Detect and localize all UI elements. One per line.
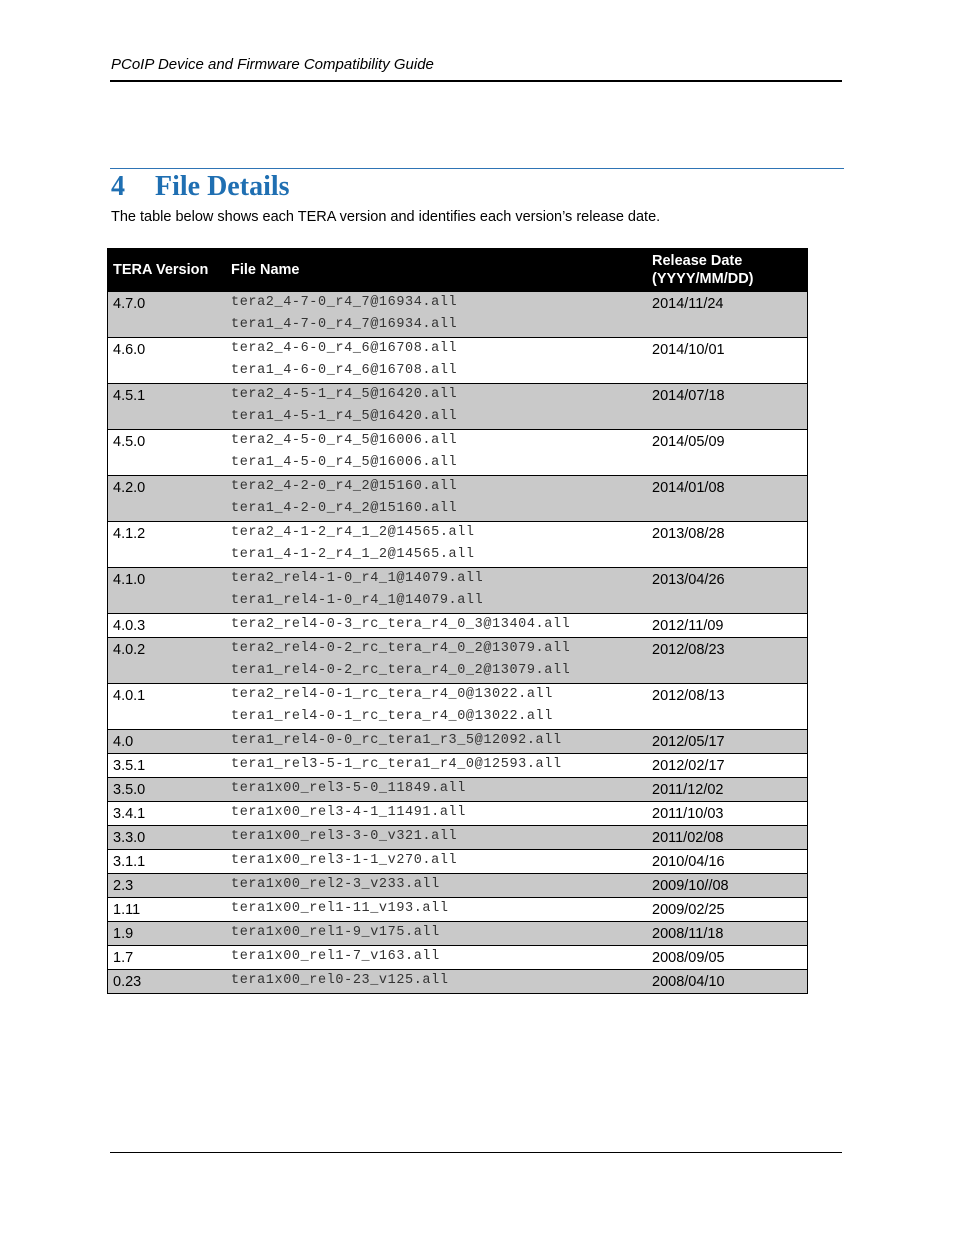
table-row <box>108 292 808 338</box>
cell-file-name <box>226 898 647 922</box>
running-header: PCoIP Device and Firmware Compatibility Guide <box>111 56 434 73</box>
cell-version: 4.0.1 <box>108 684 227 730</box>
table-row <box>108 850 808 874</box>
cell-version: 4.0.2 <box>108 638 227 684</box>
cell-version: 4.0 <box>108 730 227 754</box>
table-row <box>108 730 808 754</box>
column-header-release-date: Release Date (YYYY/MM/DD) <box>647 249 808 292</box>
cell-release-date: 2012/08/23 <box>647 638 808 684</box>
table-row <box>108 946 808 970</box>
table-row <box>108 476 808 522</box>
cell-release-date: 2008/09/05 <box>647 946 808 970</box>
table-row <box>108 522 808 568</box>
file-name: tera2_4-5-0_r4_5@16006.all <box>231 433 458 448</box>
file-name: tera1x00_rel3-4-1_11491.all <box>231 805 466 820</box>
cell-version: 3.4.1 <box>108 802 227 826</box>
file-name: tera1x00_rel2-3_v233.all <box>231 877 440 892</box>
cell-release-date: 2014/05/09 <box>647 430 808 476</box>
cell-version: 4.1.2 <box>108 522 227 568</box>
cell-file-name <box>226 384 647 430</box>
cell-file-name <box>226 476 647 522</box>
cell-version: 4.5.1 <box>108 384 227 430</box>
file-name: tera1x00_rel1-9_v175.all <box>231 925 440 940</box>
file-name: tera1_4-7-0_r4_7@16934.all <box>231 317 458 332</box>
file-name: tera1_4-5-0_r4_5@16006.all <box>231 455 458 470</box>
file-name: tera1_4-5-1_r4_5@16420.all <box>231 409 458 424</box>
cell-file-name <box>226 874 647 898</box>
cell-file-name <box>226 922 647 946</box>
cell-release-date: 2013/08/28 <box>647 522 808 568</box>
file-name: tera1x00_rel3-3-0_v321.all <box>231 829 458 844</box>
file-name: tera2_4-2-0_r4_2@15160.all <box>231 479 458 494</box>
cell-release-date: 2011/10/03 <box>647 802 808 826</box>
table-row <box>108 684 808 730</box>
table-row <box>108 384 808 430</box>
cell-file-name <box>226 754 647 778</box>
cell-version: 4.2.0 <box>108 476 227 522</box>
file-name: tera1_rel4-0-1_rc_tera_r4_0@13022.all <box>231 709 553 724</box>
column-header-file-name: File Name <box>226 249 647 292</box>
table-row <box>108 802 808 826</box>
cell-version: 3.1.1 <box>108 850 227 874</box>
cell-file-name <box>226 802 647 826</box>
file-name: tera1_4-6-0_r4_6@16708.all <box>231 363 458 378</box>
cell-version: 4.0.3 <box>108 614 227 638</box>
cell-version: 4.5.0 <box>108 430 227 476</box>
cell-file-name <box>226 778 647 802</box>
file-name: tera2_rel4-0-3_rc_tera_r4_0_3@13404.all <box>231 617 571 632</box>
table-row <box>108 638 808 684</box>
file-name: tera1x00_rel3-1-1_v270.all <box>231 853 458 868</box>
section-heading <box>111 171 290 203</box>
cell-release-date: 2008/04/10 <box>647 970 808 994</box>
cell-file-name <box>226 850 647 874</box>
cell-release-date: 2011/02/08 <box>647 826 808 850</box>
cell-release-date: 2012/11/09 <box>647 614 808 638</box>
footer-rule <box>110 1152 842 1153</box>
cell-version: 3.3.0 <box>108 826 227 850</box>
cell-file-name <box>226 826 647 850</box>
table-row <box>108 430 808 476</box>
cell-release-date: 2013/04/26 <box>647 568 808 614</box>
cell-file-name <box>226 730 647 754</box>
intro-paragraph: The table below shows each TERA version and identifies each version’s release date. <box>111 209 661 225</box>
cell-file-name <box>226 338 647 384</box>
file-name: tera1_4-1-2_r4_1_2@14565.all <box>231 547 475 562</box>
cell-release-date: 2014/11/24 <box>647 292 808 338</box>
file-name: tera1x00_rel3-5-0_11849.all <box>231 781 466 796</box>
cell-file-name <box>226 614 647 638</box>
table-row <box>108 338 808 384</box>
file-name: tera1_rel3-5-1_rc_tera1_r4_0@12593.all <box>231 757 562 772</box>
cell-file-name <box>226 522 647 568</box>
file-name: tera1_rel4-0-0_rc_tera1_r3_5@12092.all <box>231 733 562 748</box>
table-row <box>108 778 808 802</box>
table-row <box>108 754 808 778</box>
cell-release-date: 2014/10/01 <box>647 338 808 384</box>
cell-release-date: 2014/01/08 <box>647 476 808 522</box>
cell-version: 4.1.0 <box>108 568 227 614</box>
table-row <box>108 898 808 922</box>
file-name: tera2_4-7-0_r4_7@16934.all <box>231 295 458 310</box>
table-row <box>108 568 808 614</box>
file-name: tera2_rel4-0-2_rc_tera_r4_0_2@13079.all <box>231 641 571 656</box>
cell-version: 4.6.0 <box>108 338 227 384</box>
table-body <box>108 292 808 994</box>
cell-file-name <box>226 684 647 730</box>
table-header-row <box>108 249 808 292</box>
cell-file-name <box>226 292 647 338</box>
file-name: tera1x00_rel1-11_v193.all <box>231 901 449 916</box>
header-rule <box>110 80 842 82</box>
column-header-version: TERA Version <box>108 249 227 292</box>
file-name: tera1x00_rel0-23_v125.all <box>231 973 449 988</box>
file-name: tera2_rel4-1-0_r4_1@14079.all <box>231 571 484 586</box>
cell-version: 4.7.0 <box>108 292 227 338</box>
cell-file-name <box>226 430 647 476</box>
file-name: tera1_rel4-1-0_r4_1@14079.all <box>231 593 484 608</box>
table-row <box>108 922 808 946</box>
cell-version: 1.7 <box>108 946 227 970</box>
file-name: tera1_rel4-0-2_rc_tera_r4_0_2@13079.all <box>231 663 571 678</box>
cell-file-name <box>226 946 647 970</box>
table-row <box>108 874 808 898</box>
cell-release-date: 2010/04/16 <box>647 850 808 874</box>
cell-version: 3.5.1 <box>108 754 227 778</box>
cell-version: 1.11 <box>108 898 227 922</box>
cell-version: 0.23 <box>108 970 227 994</box>
table-row <box>108 826 808 850</box>
file-details-table <box>107 248 808 994</box>
section-title: File Details <box>155 171 290 202</box>
cell-file-name <box>226 568 647 614</box>
file-name: tera1_4-2-0_r4_2@15160.all <box>231 501 458 516</box>
cell-release-date: 2012/02/17 <box>647 754 808 778</box>
cell-release-date: 2011/12/02 <box>647 778 808 802</box>
section-number: 4 <box>111 171 125 202</box>
cell-release-date: 2009/02/25 <box>647 898 808 922</box>
cell-release-date: 2014/07/18 <box>647 384 808 430</box>
file-name: tera2_4-6-0_r4_6@16708.all <box>231 341 458 356</box>
file-name: tera2_4-5-1_r4_5@16420.all <box>231 387 458 402</box>
file-name: tera1x00_rel1-7_v163.all <box>231 949 440 964</box>
cell-version: 3.5.0 <box>108 778 227 802</box>
cell-release-date: 2012/08/13 <box>647 684 808 730</box>
cell-release-date: 2012/05/17 <box>647 730 808 754</box>
cell-release-date: 2009/10//08 <box>647 874 808 898</box>
cell-file-name <box>226 638 647 684</box>
file-name: tera2_rel4-0-1_rc_tera_r4_0@13022.all <box>231 687 553 702</box>
table-row <box>108 970 808 994</box>
cell-release-date: 2008/11/18 <box>647 922 808 946</box>
section-rule <box>110 168 844 169</box>
table-row <box>108 614 808 638</box>
cell-file-name <box>226 970 647 994</box>
cell-version: 2.3 <box>108 874 227 898</box>
cell-version: 1.9 <box>108 922 227 946</box>
file-name: tera2_4-1-2_r4_1_2@14565.all <box>231 525 475 540</box>
